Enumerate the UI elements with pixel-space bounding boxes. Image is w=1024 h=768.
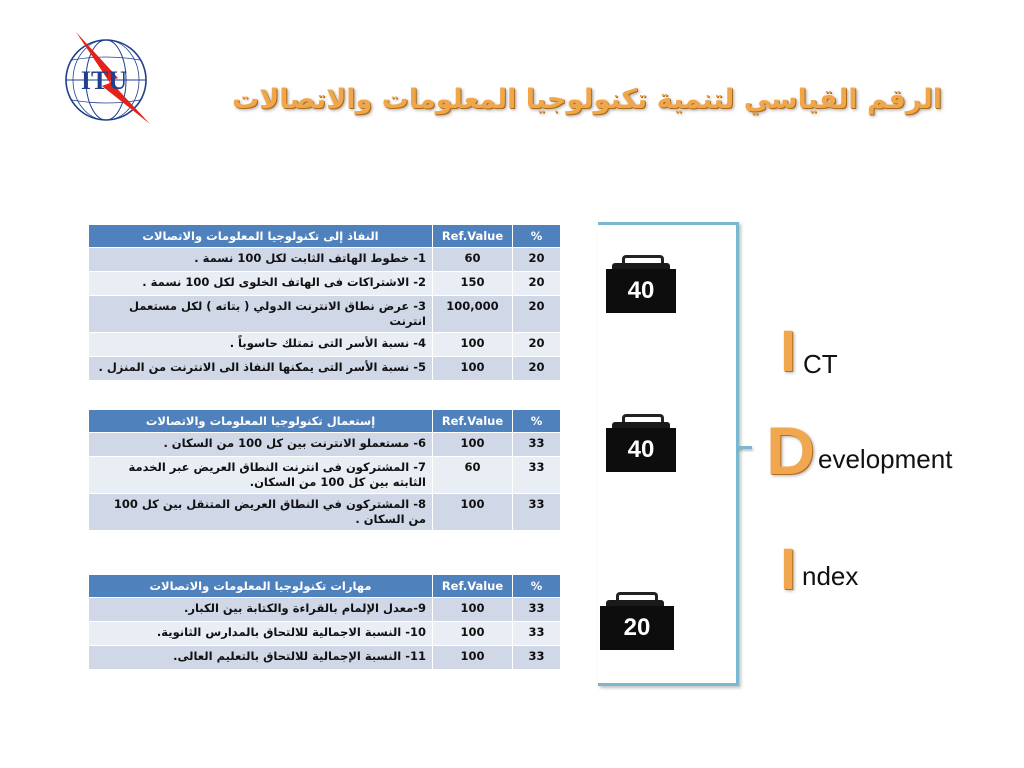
indicator-description: 7- المشتركون فى انترنت النطاق العريض عبر الخدمة الثابته بين كل 100 من السكان. — [89, 457, 433, 494]
weight-percent: 33 — [513, 433, 561, 457]
indicator-description: 5- نسبة الأسر التى يمكنها النفاذ الى الانترنت من المنزل . — [89, 357, 433, 381]
indicator-description: 9-معدل الإلمام بالقراءة والكتابة بين الكبار. — [89, 598, 433, 622]
skills-indicators-table — [88, 574, 561, 670]
bracket-pointer — [738, 446, 752, 449]
ref-value: 100 — [433, 622, 513, 646]
weight-icon-use — [606, 414, 676, 478]
table-row — [89, 646, 561, 670]
table-row — [89, 357, 561, 381]
table-row — [89, 333, 561, 357]
weight-percent: 33 — [513, 457, 561, 494]
ref-value: 100 — [433, 494, 513, 531]
indicator-description: 11- النسبة الإجمالية للالتحاق بالتعليم العالى. — [89, 646, 433, 670]
table-row — [89, 457, 561, 494]
weight-percent: 33 — [513, 622, 561, 646]
itu-logo — [58, 28, 158, 128]
weight-percent: 33 — [513, 494, 561, 531]
column-header-percent: % — [513, 410, 561, 433]
ref-value: 60 — [433, 248, 513, 272]
weight-percent: 20 — [513, 296, 561, 333]
acronym-word-ict: CT — [803, 349, 838, 379]
column-header-description: مهارات تكنولوجيا المعلومات والاتصالات — [89, 575, 433, 598]
ref-value: 100,000 — [433, 296, 513, 333]
column-header-description: النفاذ إلى تكنولوجيا المعلومات والاتصالات — [89, 225, 433, 248]
weight-percent: 20 — [513, 333, 561, 357]
indicator-description: 10- النسبة الاجمالية للالتحاق بالمدارس الثانوية. — [89, 622, 433, 646]
table-row — [89, 296, 561, 333]
ref-value: 100 — [433, 357, 513, 381]
itu-logo-text: ITU — [80, 66, 128, 95]
page-title: الرقم القياسي لتنمية تكنولوجيا المعلومات والاتصالات — [232, 84, 942, 115]
column-header-ref-value: Ref.Value — [433, 575, 513, 598]
indicator-description: 1- خطوط الهاتف الثابت لكل 100 نسمة . — [89, 248, 433, 272]
acronym-word-development: evelopment — [818, 444, 953, 474]
ref-value: 100 — [433, 433, 513, 457]
weight-percent: 20 — [513, 272, 561, 296]
weight-value-skills: 20 — [600, 606, 674, 650]
column-header-description: إستعمال تكنولوجيا المعلومات والاتصالات — [89, 410, 433, 433]
ref-value: 150 — [433, 272, 513, 296]
acronym-letter-d: D — [766, 413, 816, 489]
table-row — [89, 433, 561, 457]
indicator-description: 8- المشتركون في النطاق العريض المتنقل بين كل 100 من السكان . — [89, 494, 433, 531]
weight-percent: 33 — [513, 646, 561, 670]
acronym-letter-i-index: I — [780, 537, 797, 602]
weight-percent: 20 — [513, 357, 561, 381]
weight-value-use: 40 — [606, 428, 676, 472]
weight-icon-skills — [600, 592, 670, 656]
acronym-word-index: ndex — [802, 561, 859, 591]
acronym-letter-i-ict: I — [780, 319, 797, 384]
table-row — [89, 622, 561, 646]
use-indicators-table — [88, 409, 561, 531]
column-header-percent: % — [513, 575, 561, 598]
ref-value: 100 — [433, 646, 513, 670]
access-indicators-table — [88, 224, 561, 381]
column-header-ref-value: Ref.Value — [433, 225, 513, 248]
indicator-description: 2- الاشتراكات فى الهاتف الخلوى لكل 100 نسمة . — [89, 272, 433, 296]
table-row — [89, 248, 561, 272]
table-row — [89, 272, 561, 296]
weight-icon-access — [606, 255, 676, 319]
ref-value: 60 — [433, 457, 513, 494]
table-row — [89, 598, 561, 622]
indicator-description: 6- مستعملو الانترنت بين كل 100 من السكان . — [89, 433, 433, 457]
column-header-percent: % — [513, 225, 561, 248]
indicator-description: 3- عرض نطاق الانترنت الدولي ( بتاته ) لكل مستعمل انترنت — [89, 296, 433, 333]
weight-percent: 33 — [513, 598, 561, 622]
ref-value: 100 — [433, 598, 513, 622]
table-row — [89, 494, 561, 531]
ref-value: 100 — [433, 333, 513, 357]
weight-value-access: 40 — [606, 269, 676, 313]
indicator-description: 4- نسبة الأسر التى تمتلك حاسوباً . — [89, 333, 433, 357]
weight-percent: 20 — [513, 248, 561, 272]
column-header-ref-value: Ref.Value — [433, 410, 513, 433]
